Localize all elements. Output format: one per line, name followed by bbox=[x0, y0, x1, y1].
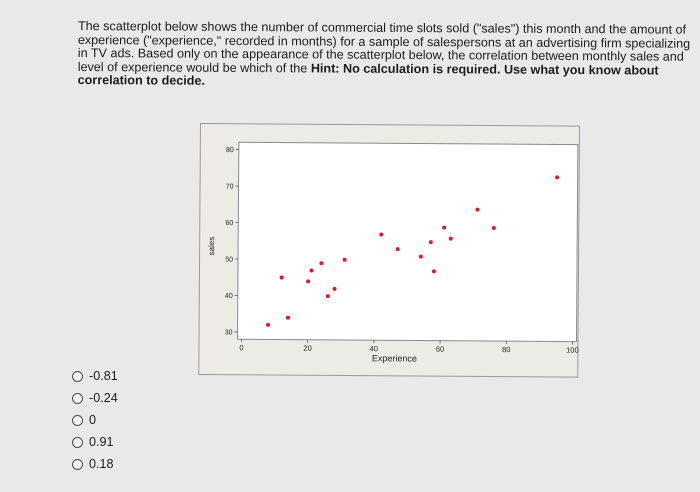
question-hint: Hint: No calculation is required. Use what you know about correlation to decide. bbox=[77, 61, 659, 89]
scatter-point bbox=[442, 226, 446, 230]
question-body: The scatterplot below shows the number of commercial time slots sold ("sales") this month and the amount of experience ("experience," recorded in months) for a sample of salespersons at an advertising firm specializing in TV ads. Based only on the appearance of the scatterplot below, the correlation between monthly sales and level of experience would be which of the bbox=[77, 19, 691, 76]
x-tick-label: 0 bbox=[239, 343, 244, 353]
scatterplot-figure bbox=[198, 123, 580, 378]
radio-button[interactable] bbox=[72, 393, 83, 404]
scatter-point bbox=[492, 226, 496, 230]
radio-button[interactable] bbox=[72, 371, 83, 382]
answer-option[interactable] bbox=[72, 409, 118, 431]
option-label: 0.91 bbox=[89, 435, 114, 449]
plot-area bbox=[237, 142, 577, 341]
radio-button[interactable] bbox=[72, 459, 83, 470]
option-label: -0.24 bbox=[89, 391, 118, 405]
scatter-point bbox=[475, 208, 479, 212]
answer-option[interactable] bbox=[72, 387, 118, 409]
option-label: -0.81 bbox=[89, 369, 118, 383]
scatter-point bbox=[319, 261, 323, 265]
x-tick-label: 100 bbox=[566, 345, 579, 355]
scatter-point bbox=[429, 240, 433, 244]
scatter-point bbox=[419, 255, 423, 259]
scatter-point bbox=[555, 175, 559, 179]
y-tick-label: 80 bbox=[225, 146, 234, 155]
radio-button[interactable] bbox=[72, 437, 83, 448]
y-tick-label: 60 bbox=[225, 219, 234, 227]
x-tick-label: 80 bbox=[502, 345, 511, 355]
x-axis-label: Experience bbox=[371, 353, 417, 364]
y-tick-label: 40 bbox=[224, 292, 233, 300]
x-tick-label: 60 bbox=[435, 344, 445, 354]
scatter-point bbox=[309, 268, 313, 272]
y-tick-label: 70 bbox=[225, 183, 234, 191]
x-tick-label: 40 bbox=[369, 344, 379, 354]
scatterplot-chart bbox=[199, 124, 581, 379]
scatter-point bbox=[432, 269, 436, 273]
y-tick-label: 30 bbox=[224, 329, 233, 337]
scatter-point bbox=[286, 316, 290, 320]
x-tick-label: 20 bbox=[303, 343, 312, 353]
y-axis-label: sales bbox=[207, 236, 217, 256]
scatter-point bbox=[280, 276, 284, 280]
answer-option[interactable] bbox=[72, 431, 118, 453]
scatter-point bbox=[306, 279, 310, 283]
scatter-point bbox=[326, 294, 330, 298]
scatter-point bbox=[449, 237, 453, 241]
scatter-point bbox=[343, 258, 347, 262]
scatter-point bbox=[266, 323, 270, 327]
radio-button[interactable] bbox=[72, 415, 83, 426]
answer-options bbox=[72, 365, 118, 475]
option-label: 0.18 bbox=[89, 457, 114, 471]
scatter-point bbox=[396, 247, 400, 251]
option-label: 0 bbox=[89, 413, 97, 427]
scatter-point bbox=[379, 232, 383, 236]
answer-option[interactable] bbox=[72, 365, 118, 387]
question-text bbox=[78, 20, 693, 92]
scatter-point bbox=[333, 287, 337, 291]
answer-option[interactable] bbox=[72, 453, 118, 475]
y-tick-label: 50 bbox=[225, 256, 234, 264]
